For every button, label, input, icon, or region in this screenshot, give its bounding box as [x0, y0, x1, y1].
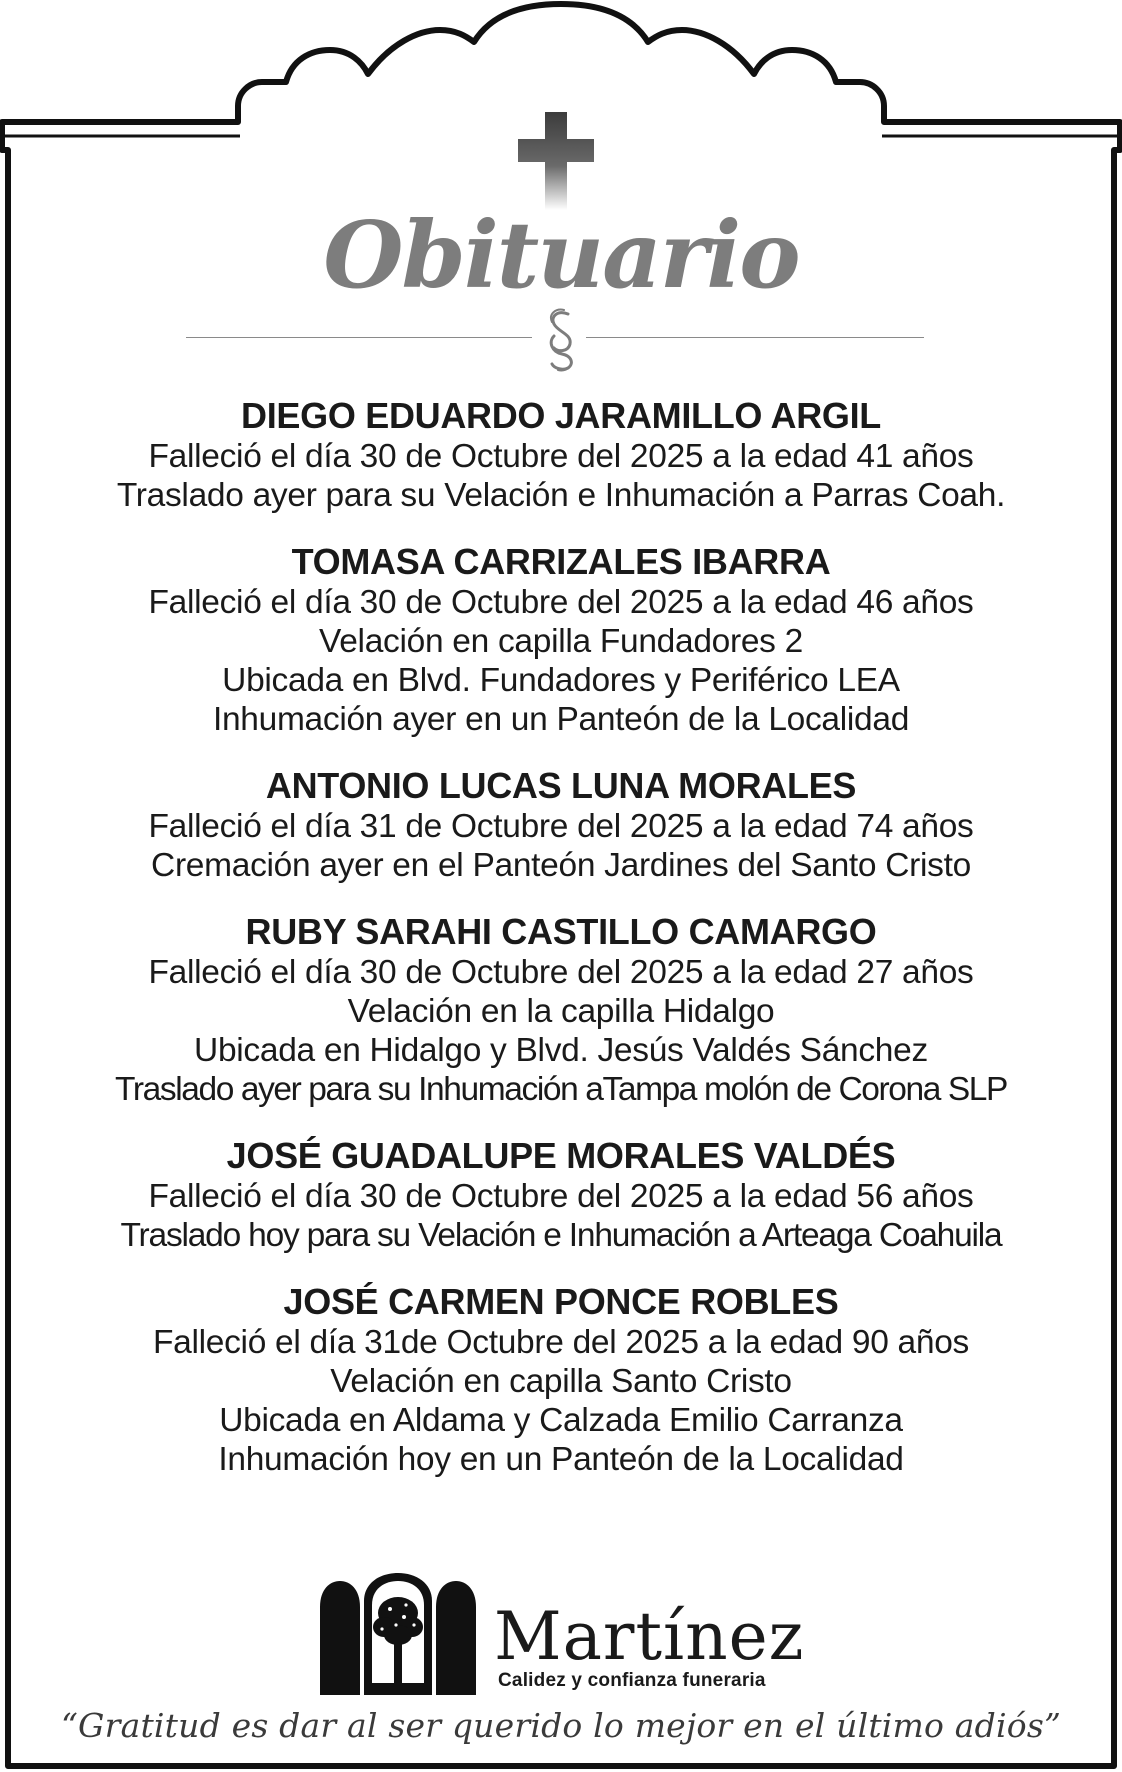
entry-line: Falleció el día 30 de Octubre del 2025 a la edad 46 años	[148, 584, 974, 621]
entry-line: Falleció el día 31de Octubre del 2025 a la edad 90 años	[152, 1324, 969, 1361]
entry-line: Ubicada en Aldama y Calzada Emilio Carranza	[219, 1402, 903, 1439]
entry-line: Ubicada en Hidalgo y Blvd. Jesús Valdés Sánchez	[194, 1032, 928, 1069]
brand-tagline: Calidez y confianza funeraria	[498, 1670, 766, 1691]
obituary-entry	[40, 765, 1082, 885]
brand-slogan: “Gratitud es dar al ser querido lo mejor en el último adiós”	[60, 1706, 1062, 1745]
entry-line: Inhumación hoy en un Panteón de la Localidad	[218, 1441, 904, 1478]
deceased-name: RUBY SARAHI CASTILLO CAMARGO	[245, 911, 877, 952]
obituary-entry	[40, 541, 1082, 739]
entry-line: Falleció el día 30 de Octubre del 2025 a la edad 56 años	[148, 1178, 974, 1215]
obituary-list	[40, 395, 1082, 1505]
entry-line: Traslado ayer para su Inhumación aTampa molón de Corona SLP	[115, 1071, 1007, 1108]
deceased-name: JOSÉ GUADALUPE MORALES VALDÉS	[226, 1135, 896, 1176]
section-sign-ornament-icon	[544, 308, 578, 372]
entry-line: Falleció el día 30 de Octubre del 2025 a la edad 41 años	[148, 438, 974, 475]
page-title: Obituario	[323, 201, 799, 309]
entry-line: Falleció el día 31 de Octubre del 2025 a la edad 74 años	[148, 808, 974, 845]
cross-icon	[518, 112, 594, 210]
entry-line: Traslado hoy para su Velación e Inhumación a Arteaga Coahuila	[120, 1217, 1002, 1254]
entry-line: Velación en capilla Fundadores 2	[319, 623, 803, 660]
divider-right	[586, 337, 924, 338]
entry-line: Traslado ayer para su Velación e Inhumación a Parras Coah.	[116, 477, 1006, 514]
entry-line: Velación en la capilla Hidalgo	[347, 993, 775, 1030]
obituary-entry	[40, 395, 1082, 515]
obituary-entry	[40, 911, 1082, 1109]
entry-line: Inhumación ayer en un Panteón de la Localidad	[212, 701, 910, 738]
deceased-name: DIEGO EDUARDO JARAMILLO ARGIL	[241, 395, 881, 436]
obituary-entry	[40, 1135, 1082, 1255]
entry-line: Ubicada en Blvd. Fundadores y Periférico LEA	[222, 662, 900, 699]
divider-left	[186, 337, 532, 338]
entry-line: Cremación ayer en el Panteón Jardines del Santo Cristo	[151, 847, 971, 884]
entry-line: Falleció el día 30 de Octubre del 2025 a la edad 27 años	[148, 954, 974, 991]
entry-line: Velación en capilla Santo Cristo	[330, 1363, 792, 1400]
chapel-arches-logo-icon	[318, 1573, 478, 1695]
obituary-entry	[40, 1281, 1082, 1479]
deceased-name: TOMASA CARRIZALES IBARRA	[291, 541, 831, 582]
deceased-name: ANTONIO LUCAS LUNA MORALES	[265, 765, 857, 806]
deceased-name: JOSÉ CARMEN PONCE ROBLES	[283, 1281, 839, 1322]
brand-name: Martínez	[494, 1598, 805, 1675]
